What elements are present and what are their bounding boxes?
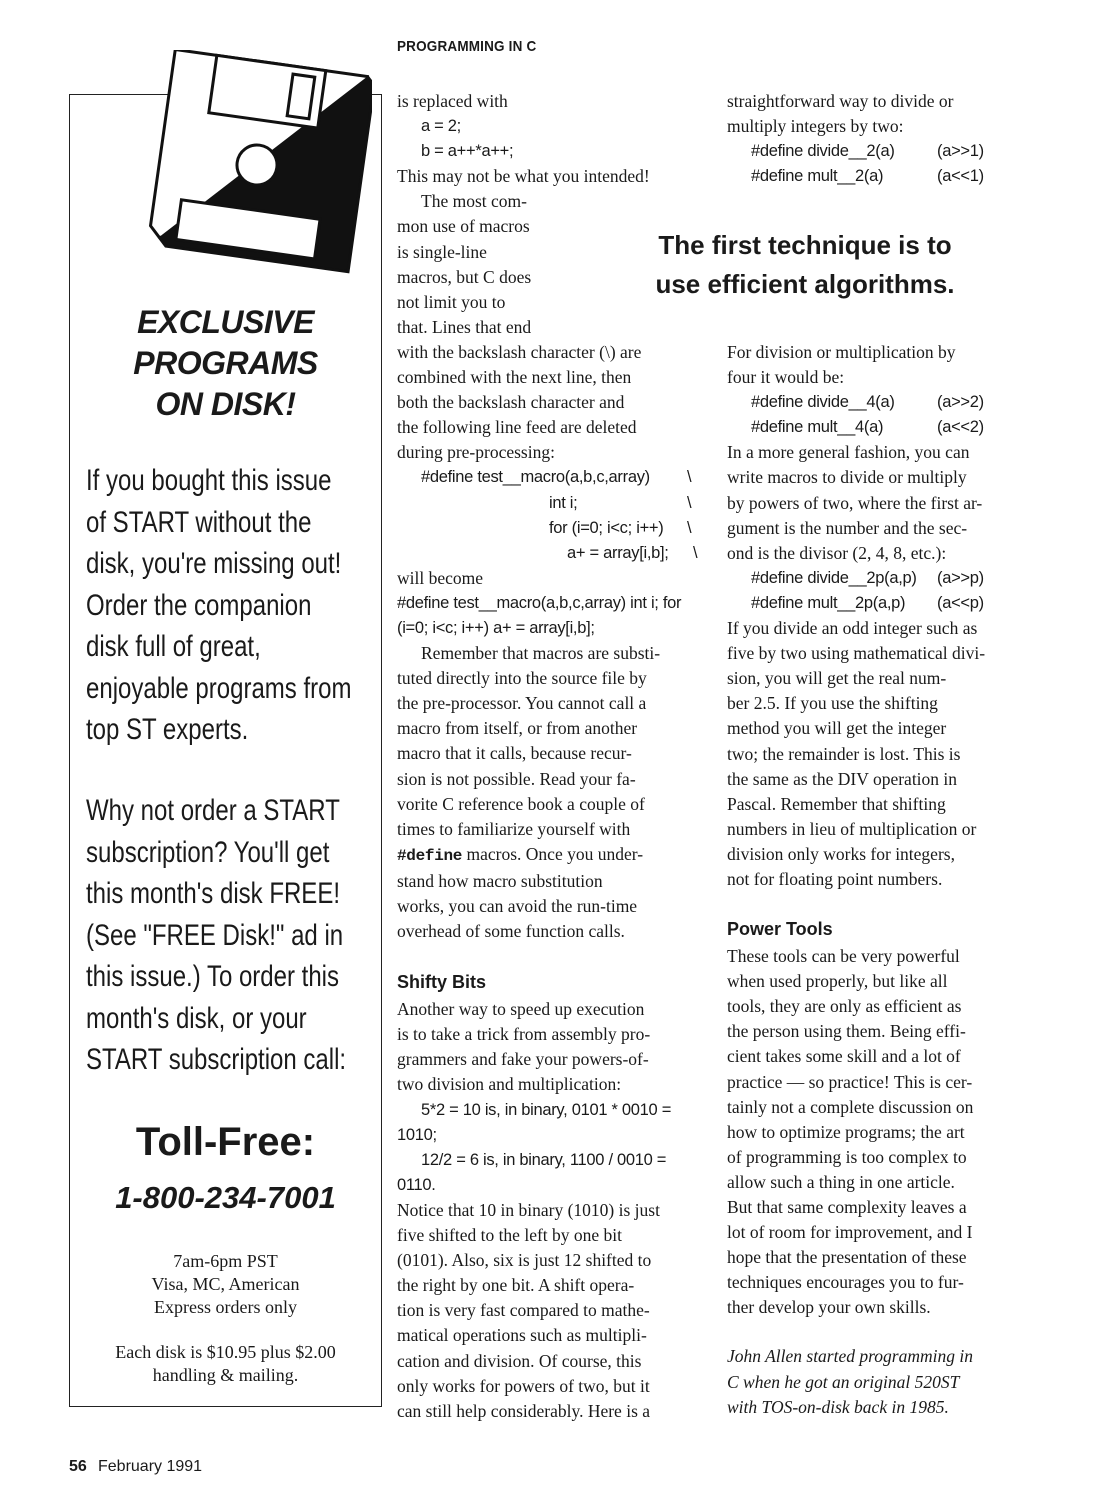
author-bio [727,1344,1047,1419]
body-line: gument is the number and the sec- [727,517,968,538]
order-hours [69,1250,382,1319]
code-text: (a<<1) [937,167,984,186]
code-line: a = 2; [421,117,461,136]
body-line: macro from itself, or from another [397,718,638,739]
code-text: \ [693,543,698,562]
body-line: grammers and fake your powers-of- [397,1049,649,1070]
page-number: 56 [69,1458,87,1475]
body-line: during pre-processing: [397,442,555,463]
code-line [727,566,1047,591]
promo-line: this issue.) To order this [86,960,339,993]
promo-line: enjoyable programs from [86,671,352,705]
body-line: ber 2.5. If you use the shifting [727,693,938,714]
code-line: b = a++*a++; [421,142,514,161]
code-line [727,139,1047,164]
promo-line: START subscription call: [86,1043,347,1076]
body-line: five by two using mathematical divi- [727,643,986,664]
body-line: But that same complexity leaves a [727,1197,967,1217]
body-line: not for floating point numbers. [727,868,943,889]
body-line: five shifted to the left by one bit [397,1225,623,1246]
body-line: sion is not possible. Read your fa- [397,768,636,789]
running-head: PROGRAMMING IN C [397,38,537,55]
code-line [397,516,707,541]
body-line: method you will get the integer [727,718,947,739]
tollfree-phone-number: 1-800-234-7001 [115,1180,336,1215]
body-line: Notice that 10 in binary (1010) is just [397,1199,660,1220]
sidebar-headline [69,302,382,425]
body-line: cation and division. Of course, this [397,1350,642,1371]
body-line: that. Lines that end [397,316,532,337]
code-text: (a>>2) [937,393,984,412]
body-line: the right by one bit. A shift opera- [397,1275,635,1296]
body-line: practice — so practice! This is cer- [727,1071,973,1092]
code-line: #define test__macro(a,b,c,array) int i; for [397,593,682,612]
code-line: 0110. [397,1175,436,1194]
body-line: ond is the divisor (2, 4, 8, etc.): [727,542,947,563]
body-line: write macros to divide or multiply [727,467,967,488]
code-text: \ [687,518,692,537]
pull-quote [640,226,970,304]
code-text: \ [687,493,692,512]
body-line: allow such a thing in one article. [727,1171,955,1192]
body-line: lot of room for improvement, and I [727,1222,973,1243]
body-line: Remember that macros are substi- [421,643,661,664]
body-line: with the backslash character (\) are [397,341,642,362]
body-line: works, you can avoid the run-time [397,896,638,916]
promo-line: of START without the [86,505,312,539]
pull-quote-line: The first technique is to [658,230,952,260]
code-line: 1010; [397,1125,437,1144]
issue-date: February 1991 [98,1458,203,1475]
body-line: If you divide an odd integer such as [727,618,978,639]
headline-line: EXCLUSIVE [137,304,314,340]
headline-line: PROGRAMS [133,345,318,381]
body-line: These tools can be very powerful [727,946,960,967]
code-text: int i; [549,493,578,512]
price-line: Each disk is $10.95 plus $2.00 [115,1342,336,1362]
promo-line: this month's disk FREE! [86,877,340,910]
body-line: both the backslash character and [397,392,625,413]
hours-line: 7am-6pm PST [173,1251,278,1271]
section-heading-power-tools: Power Tools [727,919,833,940]
body-line: is to take a trick from assembly pro- [397,1024,651,1045]
body-line: division only works for integers, [727,843,955,864]
body-line: tuted directly into the source file by [397,668,647,689]
body-line: macro that it calls, because recur- [397,743,632,764]
body-line: tion is very fast compared to mathe- [397,1300,650,1321]
body-line: This may not be what you intended! [397,166,650,187]
code-line [727,390,1047,415]
body-line: two; the remainder is lost. This is [727,743,961,764]
bio-line: C when he got an original 520ST [727,1371,960,1392]
body-line: (0101). Also, six is just 12 shifted to [397,1250,652,1271]
body-line: overhead of some function calls. [397,921,625,942]
article-column-2-top [727,89,1047,189]
bio-line: with TOS-on-disk back in 1985. [727,1396,949,1417]
body-line: Another way to speed up execution [397,999,645,1020]
body-line [397,842,707,869]
body-line: mon use of macros [397,216,530,237]
body-line: stand how macro substitution [397,870,603,891]
hours-line: Visa, MC, American [151,1274,300,1294]
bio-line: John Allen started programming in [727,1346,973,1367]
code-text: #define mult__2p(a,p) [751,593,906,612]
body-line: only works for powers of two, but it [397,1375,650,1396]
body-line: two division and multiplication: [397,1074,622,1095]
promo-line: top ST experts. [86,713,249,746]
body-text: macros. Once you under- [462,843,644,864]
promo-line: disk full of great, [86,630,261,663]
body-line: will become [397,567,484,588]
body-line: hope that the presentation of these [727,1247,967,1268]
code-text: #define divide__4(a) [751,393,895,412]
tollfree-label: Toll-Free: [135,1120,316,1164]
body-line: not limit you to [397,291,506,312]
body-line: ther develop your own skills. [727,1297,931,1318]
sidebar-promo-disk [86,460,352,751]
body-line: cient takes some skill and a lot of [727,1046,961,1067]
code-text: (a>>p) [937,568,984,587]
body-line: vorite C reference book a couple of [397,793,645,814]
body-line: when used properly, but like all [727,971,948,992]
code-line [397,465,707,490]
promo-line: If you bought this issue [86,464,332,497]
promo-line: Order the companion [86,588,312,622]
code-text: for (i=0; i<c; i++) [549,518,664,537]
body-line: straightforward way to divide or [727,91,954,111]
code-text: (a<<2) [937,418,984,437]
code-line [397,541,707,566]
body-line: four it would be: [727,367,845,388]
body-line: macros, but C does [397,266,532,287]
body-line: by powers of two, where the first ar- [727,492,983,513]
body-line: the same as the DIV operation in [727,768,958,789]
code-line [727,415,1047,440]
code-text: #define mult__4(a) [751,418,884,437]
body-line: Pascal. Remember that shifting [727,793,946,814]
body-line: For division or multiplication by [727,342,956,362]
code-line [727,591,1047,616]
code-text: #define test__macro(a,b,c,array) [421,468,650,487]
promo-line: month's disk, or your [86,1001,307,1035]
code-text: a+ = array[i,b]; [567,543,669,562]
body-line: tainly not a complete discussion on [727,1096,974,1117]
price-line: handling & mailing. [152,1365,299,1385]
body-line: The most com- [421,191,527,212]
section-heading-shifty-bits: Shifty Bits [397,972,487,993]
body-line: is single-line [397,241,487,262]
code-text: (a>>1) [937,142,984,161]
body-line: can still help considerably. Here is a [397,1400,651,1421]
code-text: #define divide__2(a) [751,142,895,161]
headline-line: ON DISK! [155,386,296,422]
code-text: #define divide__2p(a,p) [751,568,917,587]
promo-line: Why not order a START [86,794,340,827]
code-text: #define mult__2(a) [751,167,884,186]
body-line: the pre-processor. You cannot call a [397,693,647,714]
body-line: the person using them. Being effi- [727,1021,966,1042]
body-line: sion, you will get the real num- [727,668,947,689]
code-line: 12/2 = 6 is, in binary, 1100 / 0010 = [421,1150,667,1169]
body-line: times to familiarize yourself with [397,818,631,839]
pull-quote-line: use efficient algorithms. [655,269,955,299]
code-line: (i=0; i<c; i++) a+ = array[i,b]; [397,618,595,637]
floppy-disk-icon [142,50,372,280]
body-line: matical operations such as multipli- [397,1325,647,1346]
body-line: numbers in lieu of multiplication or [727,818,977,839]
promo-line: subscription? You'll get [86,835,330,869]
body-line: of programming is too complex to [727,1146,967,1167]
body-line: In a more general fashion, you can [727,442,970,463]
body-line: combined with the next line, then [397,367,632,388]
code-line: 5*2 = 10 is, in binary, 0101 * 0010 = [421,1100,672,1119]
body-line: the following line feed are deleted [397,417,637,438]
define-keyword: #define [397,846,463,865]
body-line: how to optimize programs; the art [727,1121,965,1142]
promo-line: disk, you're missing out! [86,547,342,580]
promo-line: (See "FREE Disk!" ad in [86,918,344,952]
disk-price [69,1341,382,1387]
body-line: is replaced with [397,91,508,111]
code-text: (a<<p) [937,593,984,612]
sidebar-promo-subscription [86,790,347,1081]
body-line: techniques encourages you to fur- [727,1272,964,1293]
code-line [397,491,707,516]
body-line: tools, they are only as efficient as [727,996,962,1017]
body-line: multiply integers by two: [727,116,904,137]
code-line [727,164,1047,189]
article-column-2 [727,340,1047,1420]
code-text: \ [687,468,692,487]
hours-line: Express orders only [154,1297,297,1317]
